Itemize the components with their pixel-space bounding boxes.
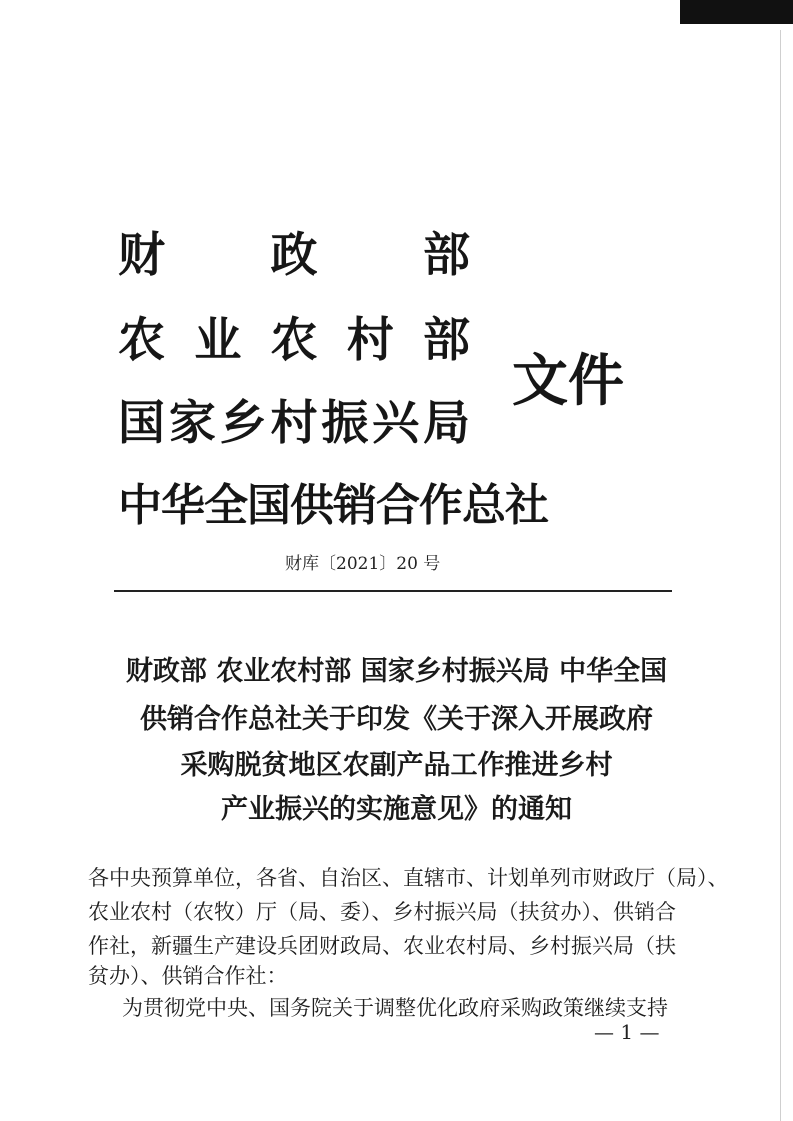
page-number: — 1 — [594,1020,660,1044]
issuer-char: 政 [270,228,318,283]
scan-corner-mark [680,0,793,24]
issuer-char: 部 [423,228,470,283]
issuer-char: 业 [194,313,242,368]
body-paragraph-start: 为贯彻党中央、国务院关于调整优化政府采购政策继续支持 [122,996,668,1020]
issuer-char: 振 [321,396,369,451]
notice-title-line-1: 财政部 农业农村部 国家乡村振兴局 中华全国 [125,656,668,687]
issuer-char: 财 [118,228,165,283]
issuer-char: 国 [118,396,165,451]
issuer-char: 家 [168,396,216,451]
header-divider [114,590,672,592]
notice-title-line-4: 产业振兴的实施意见》的通知 [221,794,572,825]
addressee-line-2: 农业农村（农牧）厅（局、委）、乡村振兴局（扶贫办）、供销合 [88,900,676,924]
issuer-char: 兴 [372,396,420,451]
issuer-line-agriculture [118,313,470,369]
scan-edge-line [780,30,781,1121]
issuer-line-rural-revitalization [118,396,470,452]
document-number: 财库〔2021〕20 号 [285,554,441,574]
document-suffix: 文件 [512,349,624,414]
issuer-char: 部 [423,313,470,368]
issuer-line-ministry-of-finance [118,228,470,284]
notice-title-line-2: 供销合作总社关于印发《关于深入开展政府 [140,704,653,735]
addressee-line-1: 各中央预算单位，各省、自治区、直辖市、计划单列市财政厅（局）、 [88,866,729,890]
issuer-char: 村 [346,313,394,368]
issuer-line-supply-cooperative: 中华全国供销合作总社 [118,480,548,531]
issuer-char: 农 [270,313,318,368]
notice-title-line-3: 采购脱贫地区农副产品工作推进乡村 [180,750,613,781]
issuer-char: 乡 [219,396,267,451]
issuer-char: 局 [422,396,470,451]
issuer-char: 农 [118,313,165,368]
addressee-line-4: 贫办）、供销合作社： [88,964,288,988]
issuer-char: 村 [270,396,318,451]
addressee-line-3: 作社，新疆生产建设兵团财政局、农业农村局、乡村振兴局（扶 [88,934,676,958]
